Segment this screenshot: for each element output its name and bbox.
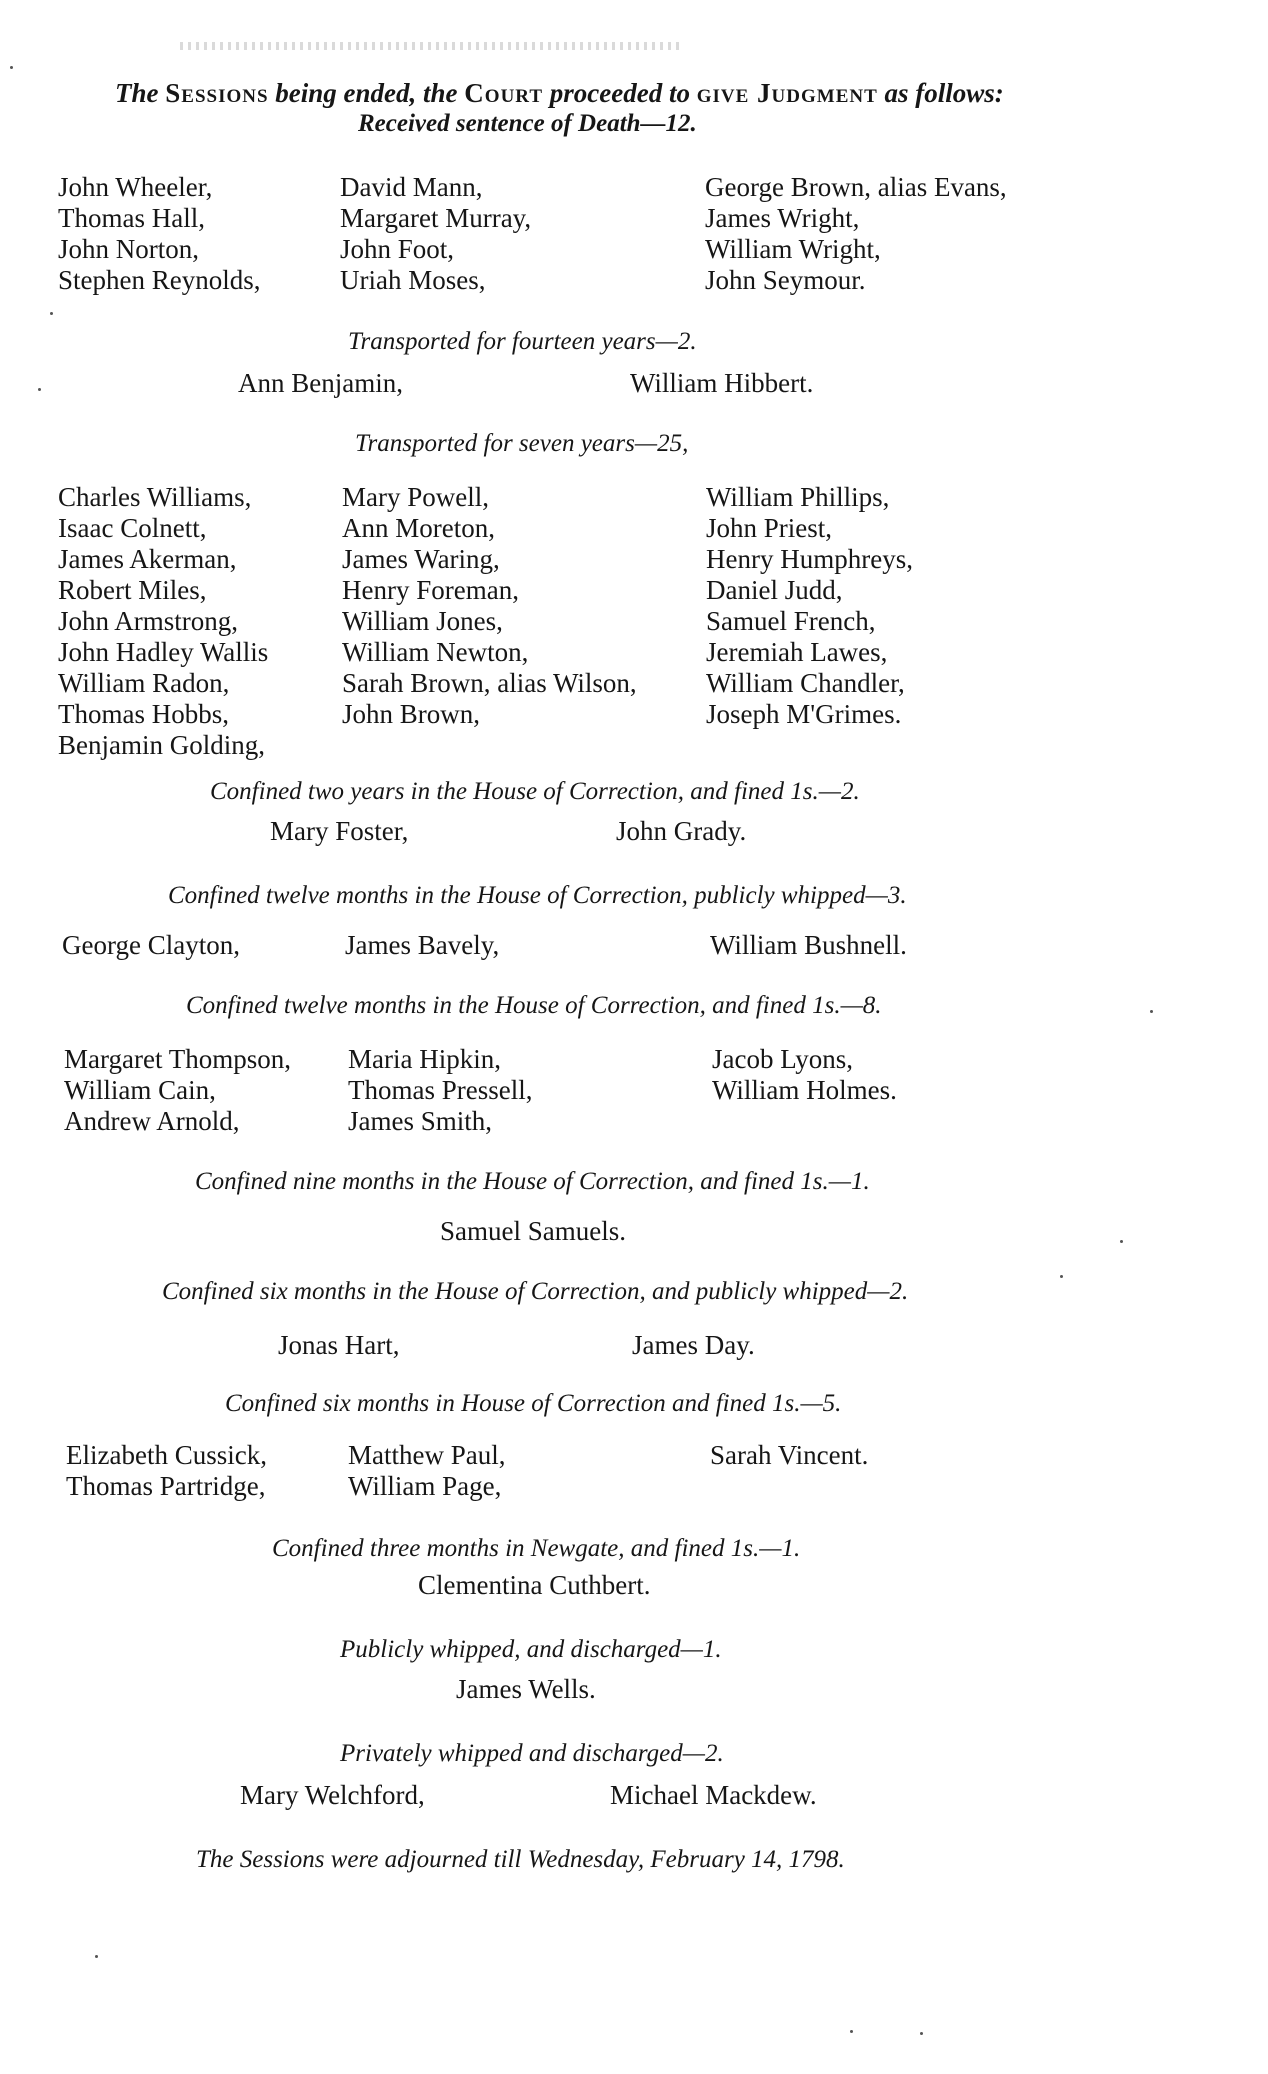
transported-7-title: Transported for seven years—25, xyxy=(355,430,689,457)
name: Matthew Paul, xyxy=(348,1440,506,1470)
name: John Foot, xyxy=(340,234,455,264)
name: Margaret Thompson, xyxy=(64,1044,291,1074)
name: James Bavely, xyxy=(345,930,500,960)
name: John Brown, xyxy=(342,699,481,729)
confined-12-whipped-title: Confined twelve months in the House of Correction, publicly whipped—3. xyxy=(168,882,907,909)
name: John Seymour. xyxy=(705,265,866,295)
confined-6-fined-col-2 xyxy=(348,1440,505,1502)
publicly-whipped-title: Publicly whipped, and discharged—1. xyxy=(340,1636,722,1663)
name: William Wright, xyxy=(705,234,881,264)
name: Mary Welchford, xyxy=(240,1780,425,1810)
confined-6-fined-col-1 xyxy=(66,1440,267,1502)
name: Henry Foreman, xyxy=(342,575,519,605)
confined-3-title: Confined three months in Newgate, and fined 1s.—1. xyxy=(272,1535,801,1562)
name: Samuel French, xyxy=(706,606,876,636)
name: William Newton, xyxy=(342,637,529,667)
death-col-2 xyxy=(340,172,531,296)
name: James Smith, xyxy=(348,1106,493,1136)
name: George Clayton, xyxy=(62,930,240,960)
name: Uriah Moses, xyxy=(340,265,486,295)
print-speck xyxy=(1150,1010,1153,1013)
print-speck xyxy=(1060,1275,1063,1278)
name: Samuel Samuels. xyxy=(440,1216,626,1246)
name: Stephen Reynolds, xyxy=(58,265,261,295)
name: Isaac Colnett, xyxy=(58,513,207,543)
death-col-1 xyxy=(58,172,261,296)
name: Mary Foster, xyxy=(270,816,409,846)
name: William Holmes. xyxy=(712,1075,897,1105)
transported-7-col-1 xyxy=(58,482,268,761)
name: William Hibbert. xyxy=(630,368,814,398)
name: John Norton, xyxy=(58,234,199,264)
name: David Mann, xyxy=(340,172,483,202)
name: Sarah Brown, alias Wilson, xyxy=(342,668,637,698)
name: Michael Mackdew. xyxy=(610,1780,817,1810)
name: Thomas Hall, xyxy=(58,203,205,233)
name: Thomas Hobbs, xyxy=(58,699,229,729)
print-speck xyxy=(1120,1240,1123,1243)
transported-7-col-2 xyxy=(342,482,637,730)
name: Mary Powell, xyxy=(342,482,489,512)
name: Daniel Judd, xyxy=(706,575,843,605)
print-speck xyxy=(38,388,41,391)
name: William Cain, xyxy=(64,1075,216,1105)
death-col-3 xyxy=(705,172,1007,296)
name: Ann Benjamin, xyxy=(238,368,403,398)
name: Henry Humphreys, xyxy=(706,544,913,574)
name: James Akerman, xyxy=(58,544,237,574)
name: Ann Moreton, xyxy=(342,513,495,543)
confined-6-fined-title: Confined six months in House of Correction and fined 1s.—5. xyxy=(225,1390,842,1417)
privately-whipped-title: Privately whipped and discharged—2. xyxy=(340,1740,724,1767)
name: Sarah Vincent. xyxy=(710,1440,869,1470)
name: Charles Williams, xyxy=(58,482,252,512)
print-smudge xyxy=(180,42,680,50)
name: John Grady. xyxy=(616,816,747,846)
name: James Day. xyxy=(632,1330,755,1360)
name: Margaret Murray, xyxy=(340,203,532,233)
confined-6-whipped-title: Confined six months in the House of Correction, and publicly whipped—2. xyxy=(162,1278,909,1305)
transported-14-title: Transported for fourteen years—2. xyxy=(348,328,697,355)
confined-12-fined-col-2 xyxy=(348,1044,532,1137)
name: Thomas Pressell, xyxy=(348,1075,533,1105)
adjournment-note: The Sessions were adjourned till Wednesday, February 14, 1798. xyxy=(196,1846,845,1873)
name: Robert Miles, xyxy=(58,575,207,605)
name: Clementina Cuthbert. xyxy=(418,1570,651,1600)
name: Joseph M'Grimes. xyxy=(706,699,902,729)
name: Jeremiah Lawes, xyxy=(706,637,888,667)
death-title: Received sentence of Death—12. xyxy=(358,110,697,137)
print-speck xyxy=(920,2032,923,2035)
name: James Waring, xyxy=(342,544,500,574)
name: Elizabeth Cussick, xyxy=(66,1440,267,1470)
name: William Page, xyxy=(348,1471,502,1501)
confined-12-fined-col-1 xyxy=(64,1044,291,1137)
name: Maria Hipkin, xyxy=(348,1044,501,1074)
name: William Radon, xyxy=(58,668,230,698)
name: Thomas Partridge, xyxy=(66,1471,266,1501)
print-speck xyxy=(95,1955,98,1958)
name: Jacob Lyons, xyxy=(712,1044,853,1074)
confined-6-fined-col-3 xyxy=(710,1440,868,1471)
confined-12-fined-title: Confined twelve months in the House of Correction, and fined 1s.—8. xyxy=(186,992,882,1019)
judgment-heading: The Sessions being ended, the Court proceeded to give Judgment as follows: xyxy=(115,78,1004,108)
confined-12-fined-col-3 xyxy=(712,1044,897,1106)
print-speck xyxy=(10,66,13,69)
name: Jonas Hart, xyxy=(278,1330,400,1360)
confined-9-title: Confined nine months in the House of Correction, and fined 1s.—1. xyxy=(195,1168,870,1195)
confined-2-years-title: Confined two years in the House of Correction, and fined 1s.—2. xyxy=(210,778,860,805)
name: Andrew Arnold, xyxy=(64,1106,240,1136)
name: John Wheeler, xyxy=(58,172,213,202)
name: William Bushnell. xyxy=(710,930,907,960)
name: George Brown, alias Evans, xyxy=(705,172,1007,202)
print-speck xyxy=(850,2030,853,2033)
name: John Hadley Wallis xyxy=(58,637,269,667)
name: William Jones, xyxy=(342,606,503,636)
name: William Chandler, xyxy=(706,668,905,698)
name: Benjamin Golding, xyxy=(58,730,265,760)
print-speck xyxy=(50,312,53,315)
name: James Wright, xyxy=(705,203,860,233)
name: James Wells. xyxy=(456,1674,596,1704)
name: William Phillips, xyxy=(706,482,890,512)
name: John Armstrong, xyxy=(58,606,239,636)
name: John Priest, xyxy=(706,513,833,543)
transported-7-col-3 xyxy=(706,482,913,730)
